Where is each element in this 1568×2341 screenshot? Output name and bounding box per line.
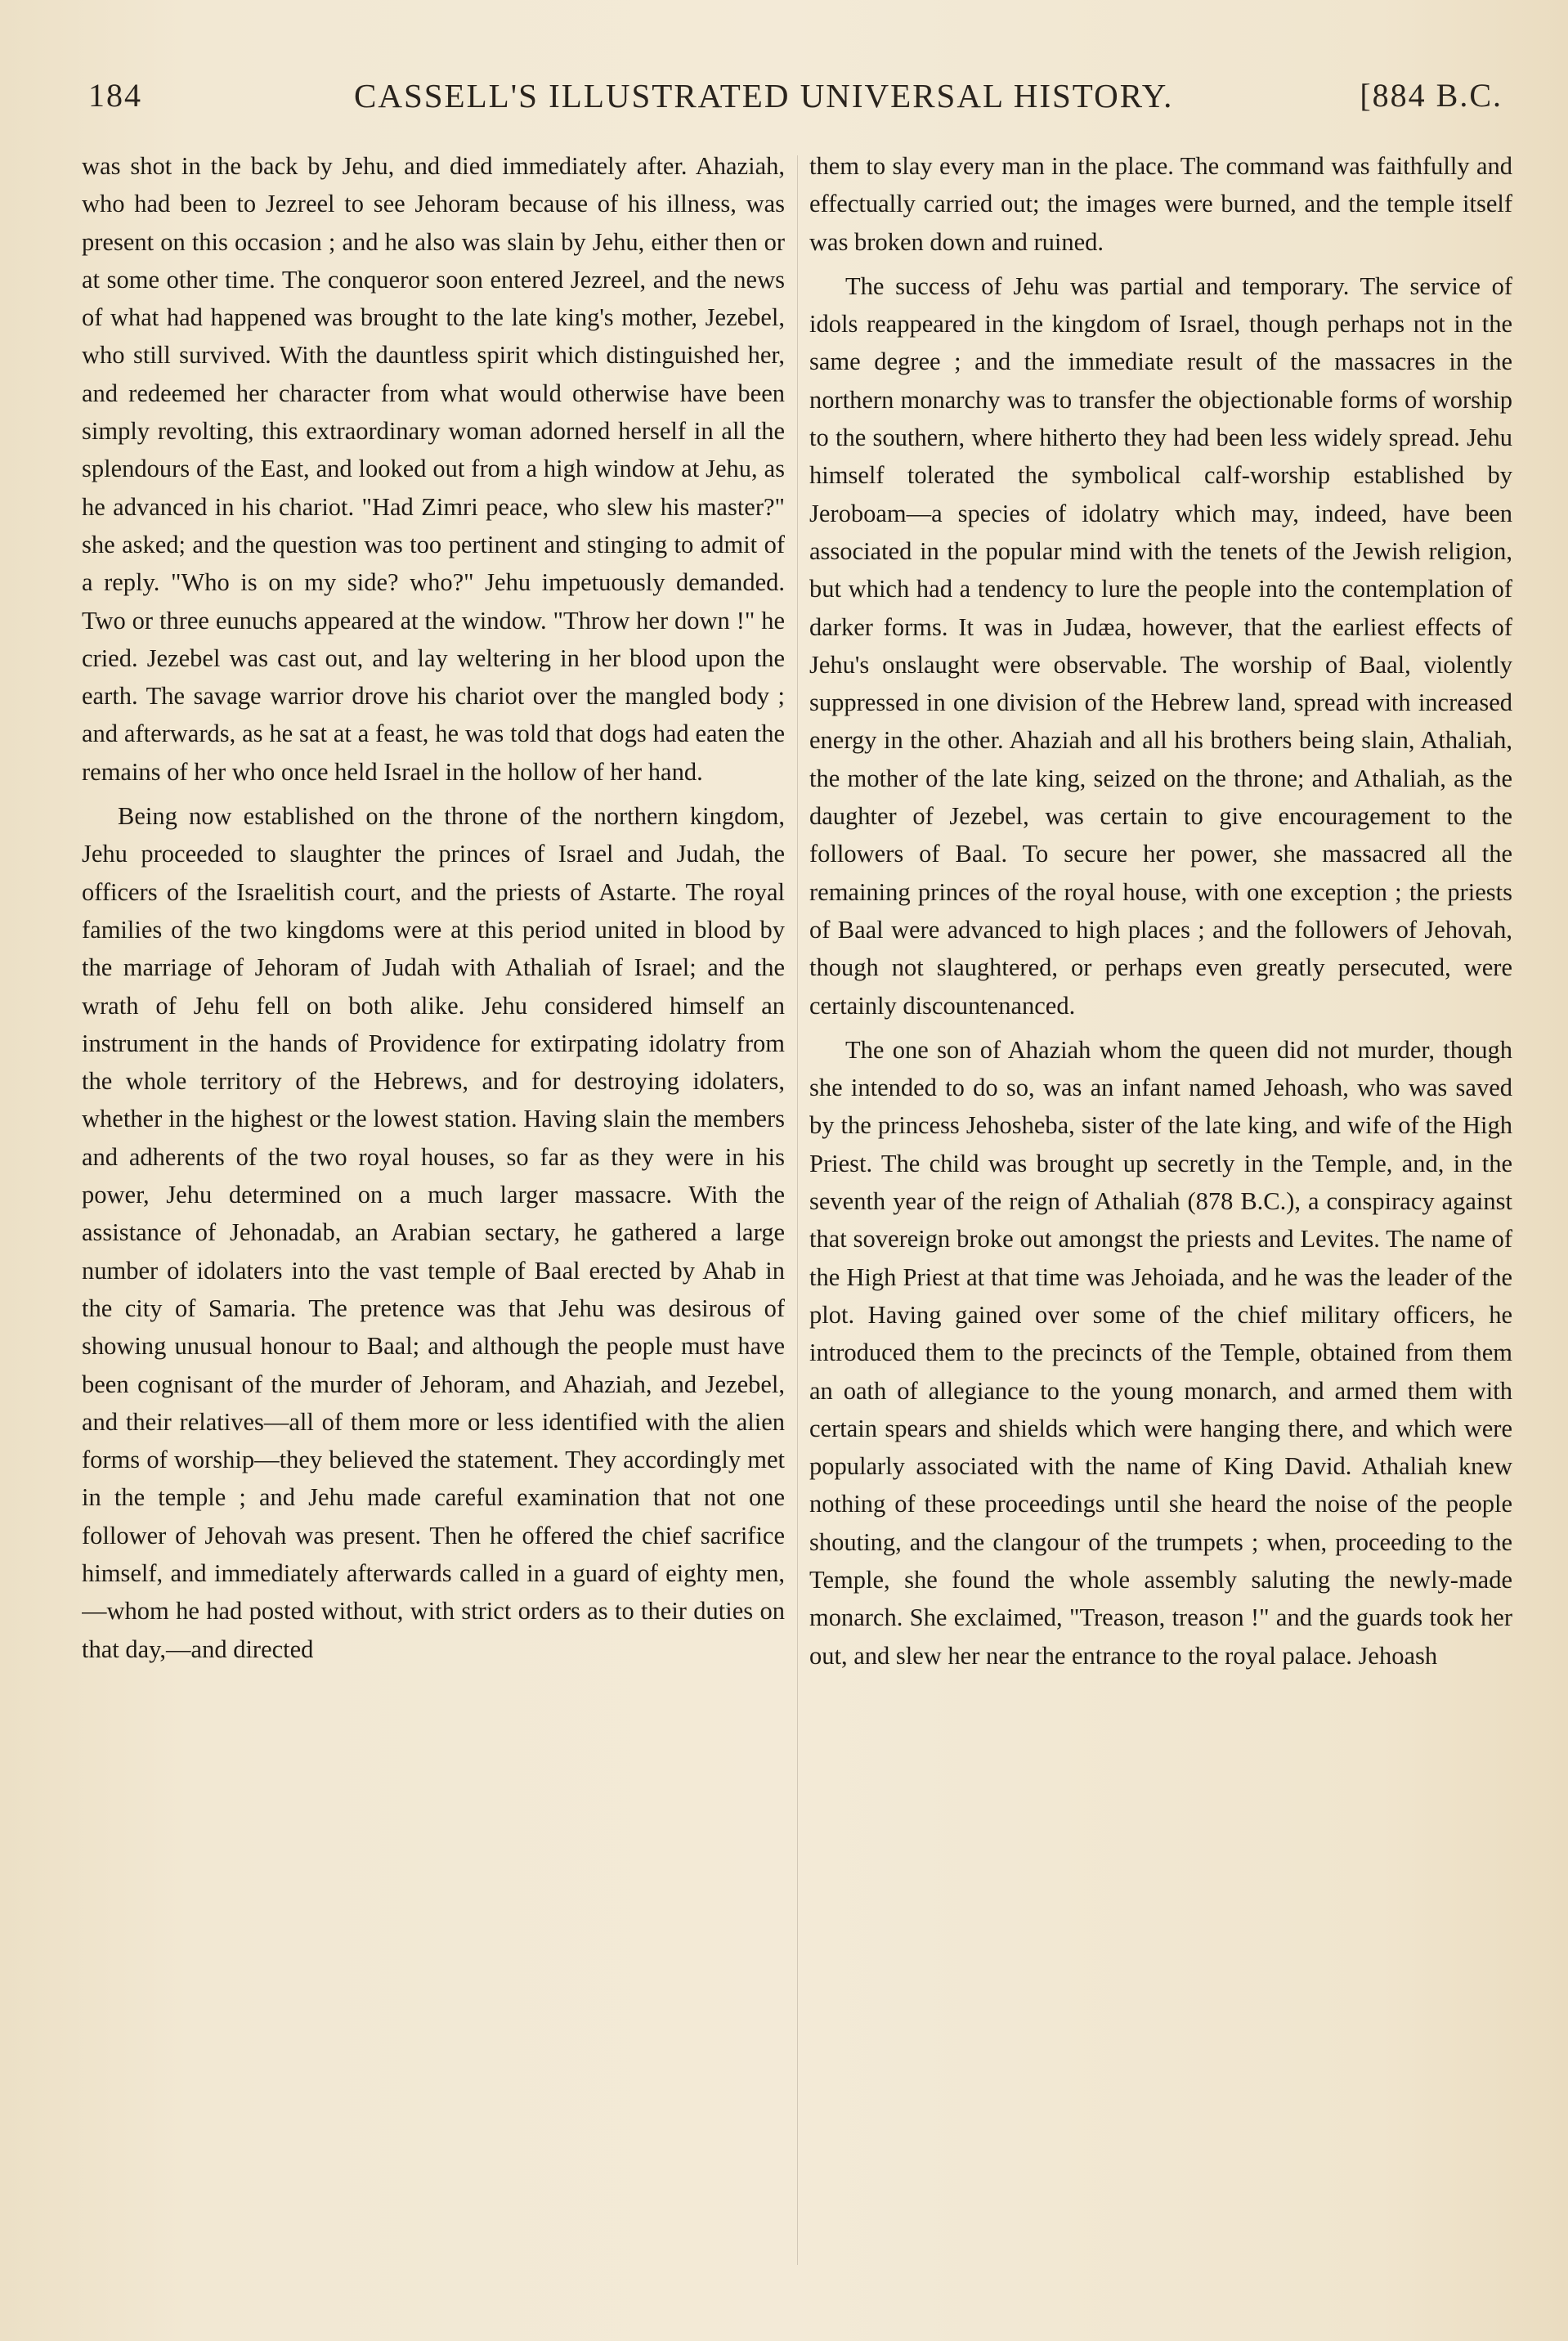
right-column bbox=[809, 147, 1512, 2289]
page-number: 184 bbox=[88, 77, 142, 114]
paragraph: them to slay every man in the place. The command was faithfully and effectually carried out; the images were burned, and the temple itself was broken down and ruined. bbox=[809, 152, 1512, 256]
paragraph: The success of Jehu was partial and temporary. The service of idols reappeared in the kingdom of Israel, though perhaps not in the same degree ; and the immediate result of the massacres in the northern monarchy was to transfer the objectionable forms of worship to the southern, where hitherto they had been less widely spread. Jehu himself tolerated the symbolical calf-worship established by Jeroboam—a species of idolatry which may, indeed, have been associated in the popular mind with the tenets of the Jewish religion, but which had a tendency to lure the people into the contemplation of darker forms. It was in Judæa, however, that the earliest effects of Jehu's onslaught were observable. The worship of Baal, violently suppressed in one division of the Hebrew land, spread with increased energy in the other. Ahaziah and all his brothers being slain, Athaliah, the mother of the late king, seized on the throne; and Athaliah, as the daughter of Jezebel, was certain to give encouragement to the followers of Baal. To secure her power, she massacred all the remaining princes of the royal house, with one exception ; the priests of Baal were advanced to high places ; and the followers of Jehovah, though not slaughtered, or perhaps even greatly persecuted, were certainly discountenanced. bbox=[809, 271, 1512, 1020]
paragraph: Being now established on the throne of the northern kingdom, Jehu proceeded to slaughter the princes of Israel and Judah, the officers of the Israelitish court, and the priests of Astarte. The royal families of the two kingdoms were at this period united in blood by the marriage of Jehoram of Judah with Athaliah of Israel; and the wrath of Jehu fell on both alike. Jehu considered himself an instrument in the hands of Providence for extirpating idolatry from the whole territory of the Hebrews, and for destroying idolaters, whether in the highest or the lowest station. Having slain the members and adherents of the two royal houses, so far as they were in his power, Jehu determined on a much larger massacre. With the assistance of Jehonadab, an Arabian sectary, he gathered a large number of idolaters into the vast temple of Baal erected by Ahab in the city of Samaria. The pretence was that Jehu was desirous of showing unusual honour to Baal; and although the people must have been cognisant of the murder of Jehoram, and Ahaziah, and Jezebel, and their relatives—all of them more or less identified with the alien forms of worship—they believed the statement. They accordingly met in the temple ; and Jehu made careful examination that not one follower of Jehovah was present. Then he offered the chief sacrifice himself, and immediately afterwards called in a guard of eighty men,—whom he had posted without, with strict orders as to their duties on that day,—and directed bbox=[82, 802, 785, 1663]
running-header bbox=[88, 75, 1503, 116]
date-range: [884 B.C. bbox=[1360, 77, 1503, 114]
running-title: CASSELL'S ILLUSTRATED UNIVERSAL HISTORY. bbox=[354, 77, 1174, 114]
paragraph: The one son of Ahaziah whom the queen did not murder, though she intended to do so, was an infant named Jehoash, who was saved by the princess Jehosheba, sister of the late king, and wife of the High Priest. The child was brought up secretly in the Temple, and, in the seventh year of the reign of Athaliah (878 B.C.), a conspiracy against that sovereign broke out amongst the priests and Levites. The name of the High Priest at that time was Jehoiada, and he was the leader of the plot. Having gained over some of the chief military officers, he introduced them to the precincts of the Temple, obtained from them an oath of allegiance to the young monarch, and armed them with certain spears and shields which were hanging there, and which were popularly associated with the name of King David. Athaliah knew nothing of these proceedings until she heard the noise of the people shouting, and the clangour of the trumpets ; when, proceeding to the Temple, she found the whole assembly saluting the newly-made monarch. She exclaimed, "Treason, treason !" and the guards took her out, and slew her near the entrance to the royal palace. Jehoash bbox=[809, 1035, 1512, 1670]
left-column bbox=[82, 147, 785, 2289]
column-gutter bbox=[797, 155, 798, 2265]
paragraph: was shot in the back by Jehu, and died immediately after. Ahaziah, who had been to Jezreel to see Jehoram because of his illness, was present on this occasion ; and he also was slain by Jehu, either then or at some other time. The conqueror soon entered Jezreel, and the news of what had happened was brought to the late king's mother, Jezebel, who still survived. With the dauntless spirit which distinguished her, and redeemed her character from what would otherwise have been simply revolting, this extraordinary woman adorned herself in all the splendours of the East, and looked out from a high window at Jehu, as he advanced in his chariot. "Had Zimri peace, who slew his master?" she asked; and the question was too pertinent and stinging to admit of a reply. "Who is on my side? who?" Jehu impetuously demanded. Two or three eunuchs appeared at the window. "Throw her down !" he cried. Jezebel was cast out, and lay weltering in her blood upon the earth. The savage warrior drove his chariot over the mangled body ; and afterwards, as he sat at a feast, he was told that dogs had eaten the remains of her who once held Israel in the hollow of her hand. bbox=[82, 152, 785, 786]
